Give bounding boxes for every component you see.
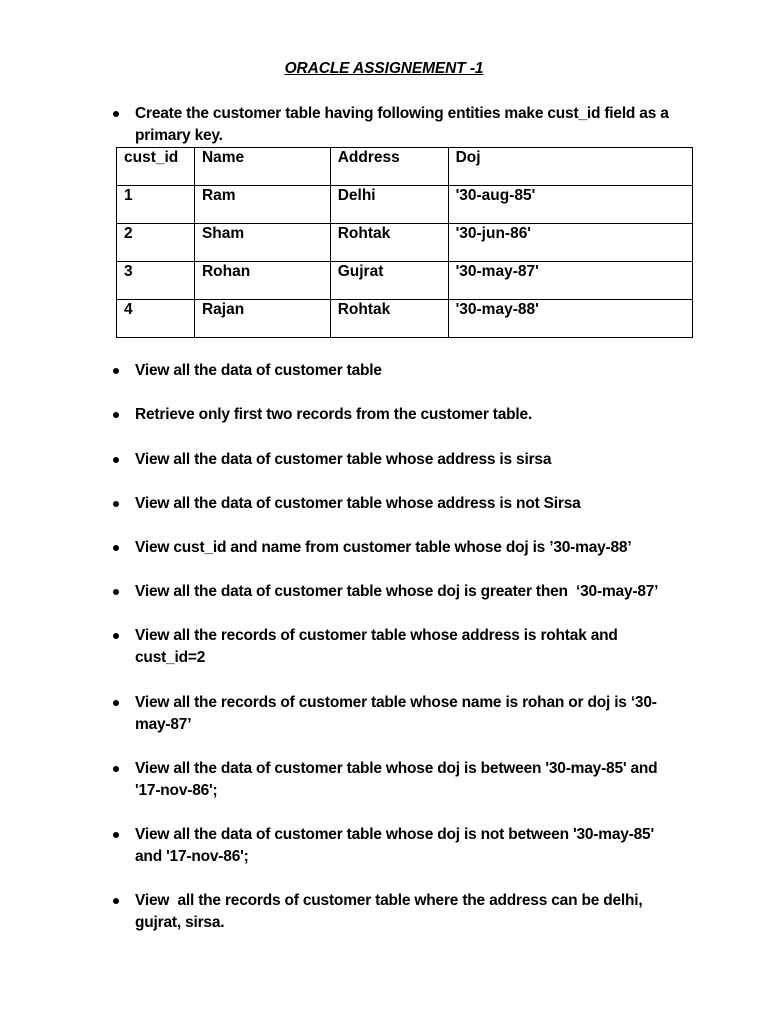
list-item-text: View all the data of customer table whose address is sirsa	[135, 451, 552, 468]
bullet-icon	[113, 589, 119, 595]
bullet-icon	[113, 633, 119, 639]
list-item-text: View all the records of customer table whose name is rohan or doj is ‘30-may-87’	[135, 694, 657, 733]
table-row	[117, 224, 693, 262]
bullet-icon	[113, 832, 119, 838]
bullet-icon	[113, 898, 119, 904]
customer-table	[116, 147, 693, 338]
table-cell: '30-may-87'	[448, 262, 692, 300]
table-row	[117, 262, 693, 300]
bullet-icon	[113, 766, 119, 772]
list-item-text: View all the data of customer table	[135, 362, 382, 379]
table-cell: 3	[117, 262, 195, 300]
page-title: ORACLE ASSIGNEMENT -1	[284, 60, 484, 77]
list-item-text: View all the data of customer table whose doj is not between '30-may-85' and '17-nov-86';	[135, 826, 659, 865]
table-header-row	[117, 148, 693, 186]
list-item-text: View all the data of customer table whose doj is greater then ‘30-may-87’	[135, 583, 659, 600]
header-cell-address: Address	[330, 148, 448, 186]
table-cell: Gujrat	[330, 262, 448, 300]
list-item-text: View all the records of customer table whose address is rohtak and cust_id=2	[135, 627, 622, 666]
table-cell: '30-jun-86'	[448, 224, 692, 262]
table-row	[117, 300, 693, 338]
table-cell: 1	[117, 186, 195, 224]
table-cell: Rohan	[194, 262, 330, 300]
table-cell: '30-aug-85'	[448, 186, 692, 224]
intro-text: Create the customer table having following entities make cust_id field as a primary key.	[135, 105, 673, 144]
header-cell-name: Name	[194, 148, 330, 186]
table-row	[117, 186, 693, 224]
bullet-icon	[113, 457, 119, 463]
list-item-text: View cust_id and name from customer table whose doj is ’30-may-88’	[135, 539, 632, 556]
table-cell: Sham	[194, 224, 330, 262]
list-item-text: View all the records of customer table where the address can be delhi, gujrat, sirsa.	[135, 892, 647, 931]
table-cell: Rajan	[194, 300, 330, 338]
bullet-icon	[113, 545, 119, 551]
table-cell: Rohtak	[330, 300, 448, 338]
bullet-icon	[113, 501, 119, 507]
table-cell: Rohtak	[330, 224, 448, 262]
list-item-text: View all the data of customer table whose address is not Sirsa	[135, 495, 581, 512]
table-cell: 4	[117, 300, 195, 338]
list-item-text: Retrieve only first two records from the customer table.	[135, 406, 533, 423]
header-cell-doj: Doj	[448, 148, 692, 186]
list-item-text: View all the data of customer table whose doj is between '30-may-85' and '17-nov-86';	[135, 760, 662, 799]
bullet-icon	[113, 111, 119, 117]
table-cell: Delhi	[330, 186, 448, 224]
bullet-icon	[113, 412, 119, 418]
bullet-icon	[113, 368, 119, 374]
header-cell-cust-id: cust_id	[117, 148, 195, 186]
table-cell: Ram	[194, 186, 330, 224]
table-cell: '30-may-88'	[448, 300, 692, 338]
table-cell: 2	[117, 224, 195, 262]
bullet-icon	[113, 700, 119, 706]
